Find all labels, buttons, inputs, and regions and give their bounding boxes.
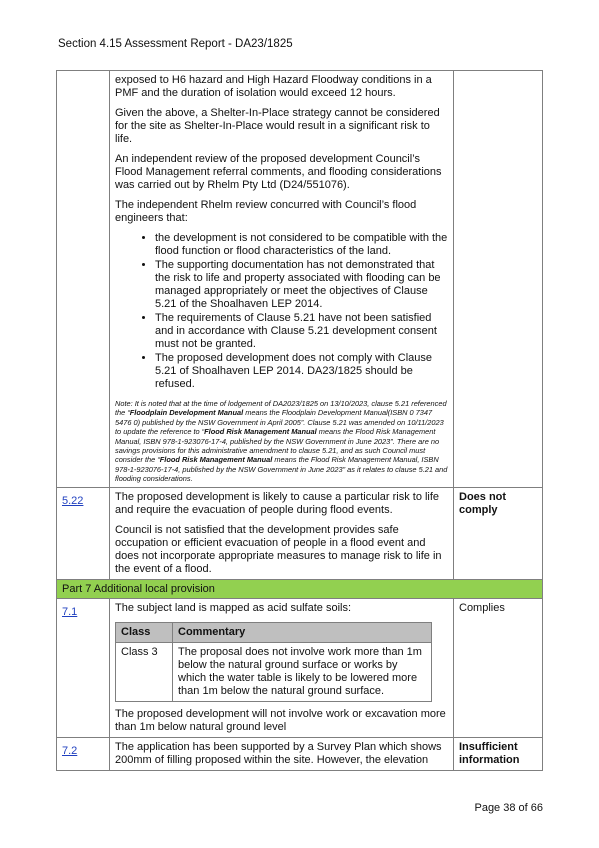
- section-heading: Part 7 Additional local provision: [57, 579, 543, 598]
- paragraph: An independent review of the proposed development Council’s Flood Management referral comments, and flooding considerations was carried out by Rhelm Pty Ltd (D24/551076).: [115, 153, 442, 191]
- clause-cell: [57, 598, 110, 737]
- note-bold: Flood Risk Management Manual: [204, 427, 317, 437]
- clause-link-7-1[interactable]: 7.1: [62, 605, 78, 618]
- assessment-cell: [110, 487, 454, 579]
- list-item: • the development is not considered to be compatible with the flood function or flood characteristics of the land.: [155, 232, 448, 258]
- paragraph: The independent Rhelm review concurred with Council’s flood engineers that:: [115, 199, 417, 224]
- column-header: Class: [116, 622, 173, 642]
- table-row: [57, 737, 543, 770]
- inner-header-row: [116, 622, 432, 642]
- assessment-cell: [110, 71, 454, 488]
- paragraph: The application has been supported by a Survey Plan which shows 200mm of filling proposed within the site. However, the elevation: [115, 740, 442, 766]
- acid-sulfate-table: [115, 622, 432, 702]
- page-header: Section 4.15 Assessment Report - DA23/1825: [58, 38, 293, 50]
- assessment-table: [56, 70, 543, 771]
- list-item: • The requirements of Clause 5.21 have not been satisfied and in accordance with Clause 5.21 development consent must not be granted.: [155, 312, 448, 351]
- table-row: [57, 71, 543, 488]
- note-text: means the Flood Risk Management Manual, ISBN 978-1-923076-17-4, published by the NSW Government in June 2023” as it relates to clause 5.21 and flooding considerations.: [115, 455, 448, 484]
- clause-link-7-2[interactable]: 7.2: [62, 744, 78, 757]
- page-number: Page 38 of 66: [474, 802, 543, 814]
- paragraph: Council is not satisfied that the development provides safe occupation or efficient evacuation of people in a flood event and does not incorporate appropriate measures to manage risk to life in the event of a flood.: [115, 523, 442, 575]
- result-cell: [454, 598, 543, 737]
- result-cell: [454, 737, 543, 770]
- clause-cell: [57, 71, 110, 488]
- compliance-result: Insufficient information: [459, 740, 520, 766]
- paragraph: The subject land is mapped as acid sulfate soils:: [115, 601, 352, 614]
- table-row: [57, 598, 543, 737]
- section-row: [57, 579, 543, 598]
- legislation-note: [115, 399, 448, 484]
- note-bold: Flood Risk Management Manual: [159, 455, 273, 465]
- inner-table-row: [116, 642, 432, 701]
- commentary-cell: The proposal does not involve work more than 1m below the natural ground surface or works by which the water table is likely to be lowered more than 1m below the natural ground surface.: [173, 642, 432, 701]
- table-row: [57, 487, 543, 579]
- paragraph: exposed to H6 hazard and High Hazard Floodway conditions in a PMF and the duration of isolation would exceed 12 hours.: [115, 74, 432, 99]
- note-text: means the Flood Risk Management Manual, ISBN 978-1-923076-17-4, published by the NSW Government in June 2023”. There are no savings provisions for this administrative amendment to clause 5.21, and as such Council must consider the “: [115, 427, 440, 465]
- assessment-cell: [110, 598, 454, 737]
- paragraph: Given the above, a Shelter-In-Place strategy cannot be considered for the site as Shelter-In-Place would result in a significant risk to life.: [115, 107, 440, 145]
- assessment-cell: [110, 737, 454, 770]
- note-bold: Floodplain Development Manual: [129, 408, 244, 418]
- bullet-list: [115, 232, 448, 391]
- list-item: • The supporting documentation has not demonstrated that the risk to life and property associated with flooding can be managed appropriately or meet the objectives of Clause 5.21 of the Shoalhaven LEP 2014.: [155, 259, 448, 311]
- compliance-result: Complies: [459, 601, 505, 614]
- compliance-result: Does not comply: [459, 490, 507, 516]
- column-header: Commentary: [173, 622, 432, 642]
- class-cell: Class 3: [116, 642, 173, 701]
- clause-cell: [57, 487, 110, 579]
- result-cell: [454, 487, 543, 579]
- paragraph: The proposed development is likely to cause a particular risk to life and require the evacuation of people during flood events.: [115, 490, 440, 516]
- clause-cell: [57, 737, 110, 770]
- list-item: • The proposed development does not comply with Clause 5.21 of Shoalhaven LEP 2014. DA23/1825 should be refused.: [155, 352, 448, 391]
- note-text: means the Floodplain Development Manual(ISBN 0 7347 5476 0) published by the NSW Government in April 2005”. Clause 5.21 was amended on 10/11/2023 to update the reference to “: [115, 408, 444, 437]
- note-text: Note: It is noted that at the time of lodgement of DA2023/1825 on 13/10/2023, clause 5.21 referenced the “: [115, 399, 447, 418]
- paragraph: The proposed development will not involve work or excavation more than 1m below natural ground level: [115, 707, 446, 733]
- result-cell: [454, 71, 543, 488]
- clause-link-5-22[interactable]: 5.22: [62, 494, 84, 507]
